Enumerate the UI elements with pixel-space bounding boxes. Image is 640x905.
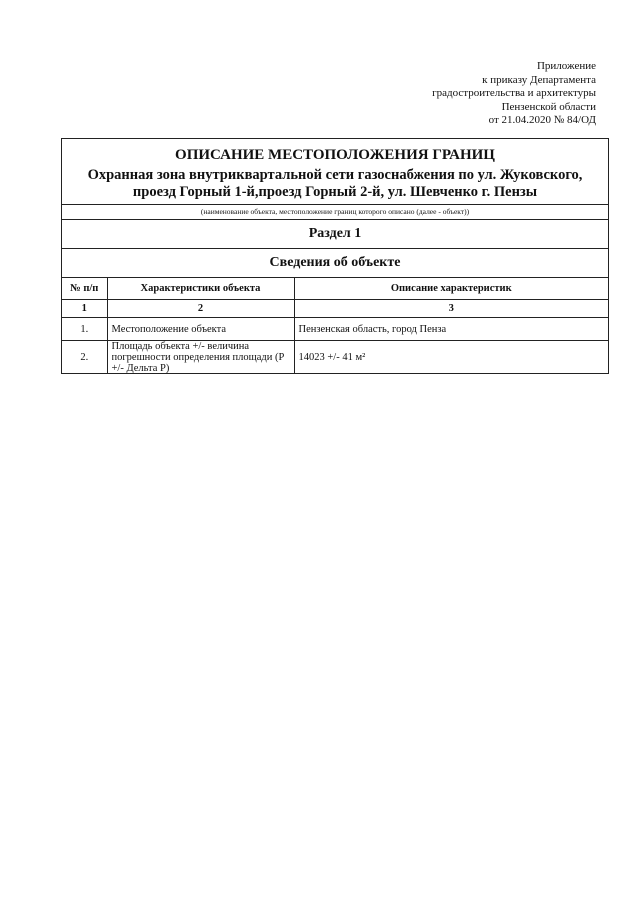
column-number: 2	[107, 300, 294, 318]
column-number-row	[62, 300, 608, 318]
object-caption: (наименование объекта, местоположение границ которого описано (далее - объект))	[62, 205, 608, 220]
approval-line: градостроительства и архитектуры	[432, 87, 596, 99]
object-name-line: проезд Горный 1-й,проезд Горный 2-й, ул. Шевченко г. Пензы	[132, 184, 538, 200]
row-description: 14023 +/- 41 м²	[298, 351, 366, 363]
boundary-description-form	[61, 138, 609, 374]
table-header-row	[62, 278, 608, 300]
row-characteristic: Местоположение объекта	[107, 318, 294, 341]
approval-order-line: от 21.04.2020 № 84/ОД	[488, 114, 596, 126]
header-description: Описание характеристик	[294, 278, 608, 300]
column-number: 3	[294, 300, 608, 318]
column-number: 1	[62, 300, 107, 318]
section-title: Раздел 1	[62, 220, 608, 249]
subsection-title: Сведения об объекте	[62, 249, 608, 278]
object-info-table	[62, 278, 608, 373]
table-row	[62, 318, 608, 341]
approval-line: Приложение	[536, 60, 596, 72]
approval-line: к приказу Департамента	[482, 73, 596, 86]
row-number: 2.	[62, 341, 107, 374]
header-characteristic: Характеристики объекта	[107, 278, 294, 300]
object-name	[70, 167, 600, 201]
title-block	[62, 139, 608, 205]
approval-stamp	[432, 60, 596, 128]
table-row	[62, 341, 608, 374]
approval-line: Пензенской области	[501, 100, 596, 113]
row-characteristic	[107, 341, 294, 374]
header-number: № п/п	[62, 278, 107, 300]
document-title: ОПИСАНИЕ МЕСТОПОЛОЖЕНИЯ ГРАНИЦ	[175, 147, 495, 163]
object-name-line: Охранная зона внутриквартальной сети газоснабжения по ул. Жуковского,	[87, 167, 583, 183]
row-description: Пензенская область, город Пенза	[294, 318, 608, 341]
row-characteristic-text: Площадь объекта +/- величина погрешности определения площади (Р +/- Дельта Р)	[111, 341, 285, 373]
row-number: 1.	[62, 318, 107, 341]
